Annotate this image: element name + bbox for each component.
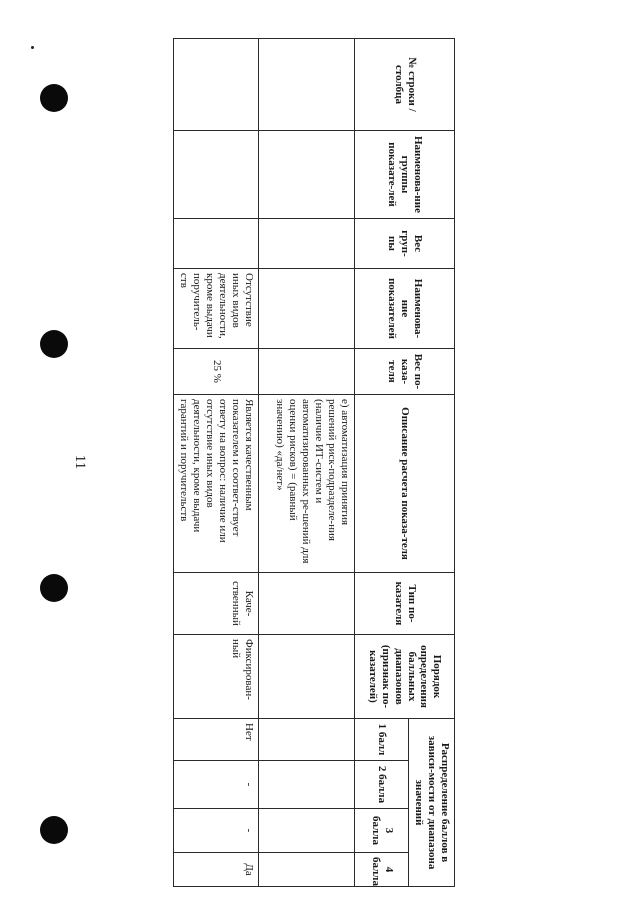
header-indicator-name: Наименова-ние показателей — [355, 269, 455, 349]
table-row — [174, 39, 259, 887]
criteria-table-wrapper — [178, 38, 455, 886]
header-group-weight: Вес груп-пы — [355, 219, 455, 269]
cell-calculation-description: е) автоматизация принятия решений риск-подразделе-ния (наличие ИТ-систем и автоматизированных ре-шений для оценки рисков) = (равный значению) «да/нет» — [259, 395, 355, 573]
table-row — [259, 39, 355, 887]
cell-score-2 — [259, 761, 355, 809]
cell-score-4: Да — [174, 853, 259, 887]
cell-score-3 — [259, 809, 355, 853]
cell-group-name — [259, 131, 355, 219]
cell-row-number — [174, 39, 259, 131]
header-score-2: 2 балла — [355, 761, 409, 809]
page-number: 11 — [72, 454, 88, 470]
header-score-4: 4 балла — [355, 853, 409, 887]
header-group-name: Наименова-ние группы показате-лей — [355, 131, 455, 219]
cell-indicator-weight: 25 % — [174, 349, 259, 395]
cell-score-1: Нет — [174, 719, 259, 761]
cell-indicator-type: Каче-ственный — [174, 573, 259, 635]
cell-score-3: - — [174, 809, 259, 853]
header-range-order: Порядок определения балльных диапазонов (признак по-казателей) — [355, 635, 455, 719]
punch-hole-top — [40, 84, 68, 112]
header-score-3: 3 балла — [355, 809, 409, 853]
cell-indicator-type — [259, 573, 355, 635]
cell-score-2: - — [174, 761, 259, 809]
cell-score-1 — [259, 719, 355, 761]
cell-calculation-description: Является качественным показателем и соответ-ствует ответу на вопрос: наличие или отсутствие иных видов деятельности, кроме выдачи гарантий и поручительств — [174, 395, 259, 573]
punch-hole-upper-middle — [40, 330, 68, 358]
cell-range-order: Фиксирован-ный — [174, 635, 259, 719]
cell-group-weight — [174, 219, 259, 269]
cell-indicator-weight — [259, 349, 355, 395]
header-row-number: № строки / столбца — [355, 39, 455, 131]
cell-group-name — [174, 131, 259, 219]
cell-indicator-name: Отсутствие иных видов деятельности, кроме выдачи поручитель-ств — [174, 269, 259, 349]
punch-hole-lower-middle — [40, 574, 68, 602]
scan-speck — [31, 46, 34, 49]
header-calculation-description: Описание расчета показа-теля — [355, 395, 455, 573]
cell-row-number — [259, 39, 355, 131]
cell-range-order — [259, 635, 355, 719]
header-indicator-type: Тип по-казателя — [355, 573, 455, 635]
header-indicator-weight: Вес по-каза-теля — [355, 349, 455, 395]
header-row-1 — [409, 39, 455, 887]
criteria-table — [173, 38, 455, 887]
header-score-1: 1 балл — [355, 719, 409, 761]
header-score-distribution: Распределение баллов в зависи-мости от диапазона значений — [409, 719, 455, 887]
cell-group-weight — [259, 219, 355, 269]
cell-score-4 — [259, 853, 355, 887]
cell-indicator-name — [259, 269, 355, 349]
punch-hole-bottom — [40, 816, 68, 844]
